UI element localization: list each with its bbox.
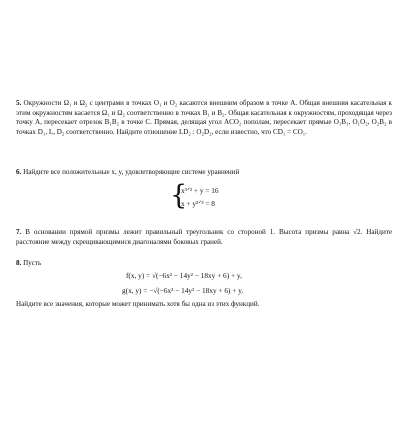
- problem-8-intro: Пусть: [23, 259, 42, 267]
- problem-8-equation-f: f(x, y) = √(−6x² − 14y² − 18xy + 6) + y,: [126, 271, 242, 280]
- system-brace: {: [170, 180, 188, 211]
- problem-8: [16, 259, 392, 269]
- problem-7: [16, 228, 392, 247]
- problem-6-equation-2: x + y²ᐟ³ = 8: [181, 199, 215, 208]
- problem-8-question: [16, 300, 392, 310]
- problem-5: [16, 99, 392, 138]
- problem-8-number: 8.: [16, 259, 22, 267]
- problem-6-equation-1: x³ᐟ² + y = 16: [181, 186, 219, 195]
- problem-8-text: Найдите все значения, которые может принимать хотя бы одна из этих функций.: [16, 300, 260, 308]
- problem-6-text: Найдите все положительные x, y, удовлетворяющие системе уравнений: [23, 168, 240, 176]
- problem-7-number: 7.: [16, 228, 22, 236]
- problem-5-number: 5.: [16, 99, 22, 107]
- problem-6: [16, 168, 392, 178]
- problem-8-equation-g: g(x, y) = −√(−6x² − 14y² − 18xy + 6) + y.: [122, 286, 244, 295]
- problem-5-text: Окружности Ω₁ и Ω₂ с центрами в точках O₁ и O₂ касаются внешним образом в точке A. Общая внешняя касательная к этим окружностям касается Ω₁ и Ω₂ соответственно в точках B₁ и B₂. Общая касательная к окружностям, проходящая через точку A, пересекает отрезок B₁B₂ в точке C. Прямая, делящая угол ACO₂ пополам, пересекает прямые O₁B₁, O₁O₂, O₂B₂ в точках D₁, L, D₂ соответственно. Найдите отношение LD₂ : O₂D₂, если известно, что CD₁ = CO₁.: [16, 99, 392, 137]
- problem-7-text: В основании прямой призмы лежит правильный треугольник со стороной 1. Высота призмы равна √2. Найдите расстояние между скрещивающимися диагоналями боковых граней.: [16, 228, 392, 246]
- problem-6-number: 6.: [16, 168, 22, 176]
